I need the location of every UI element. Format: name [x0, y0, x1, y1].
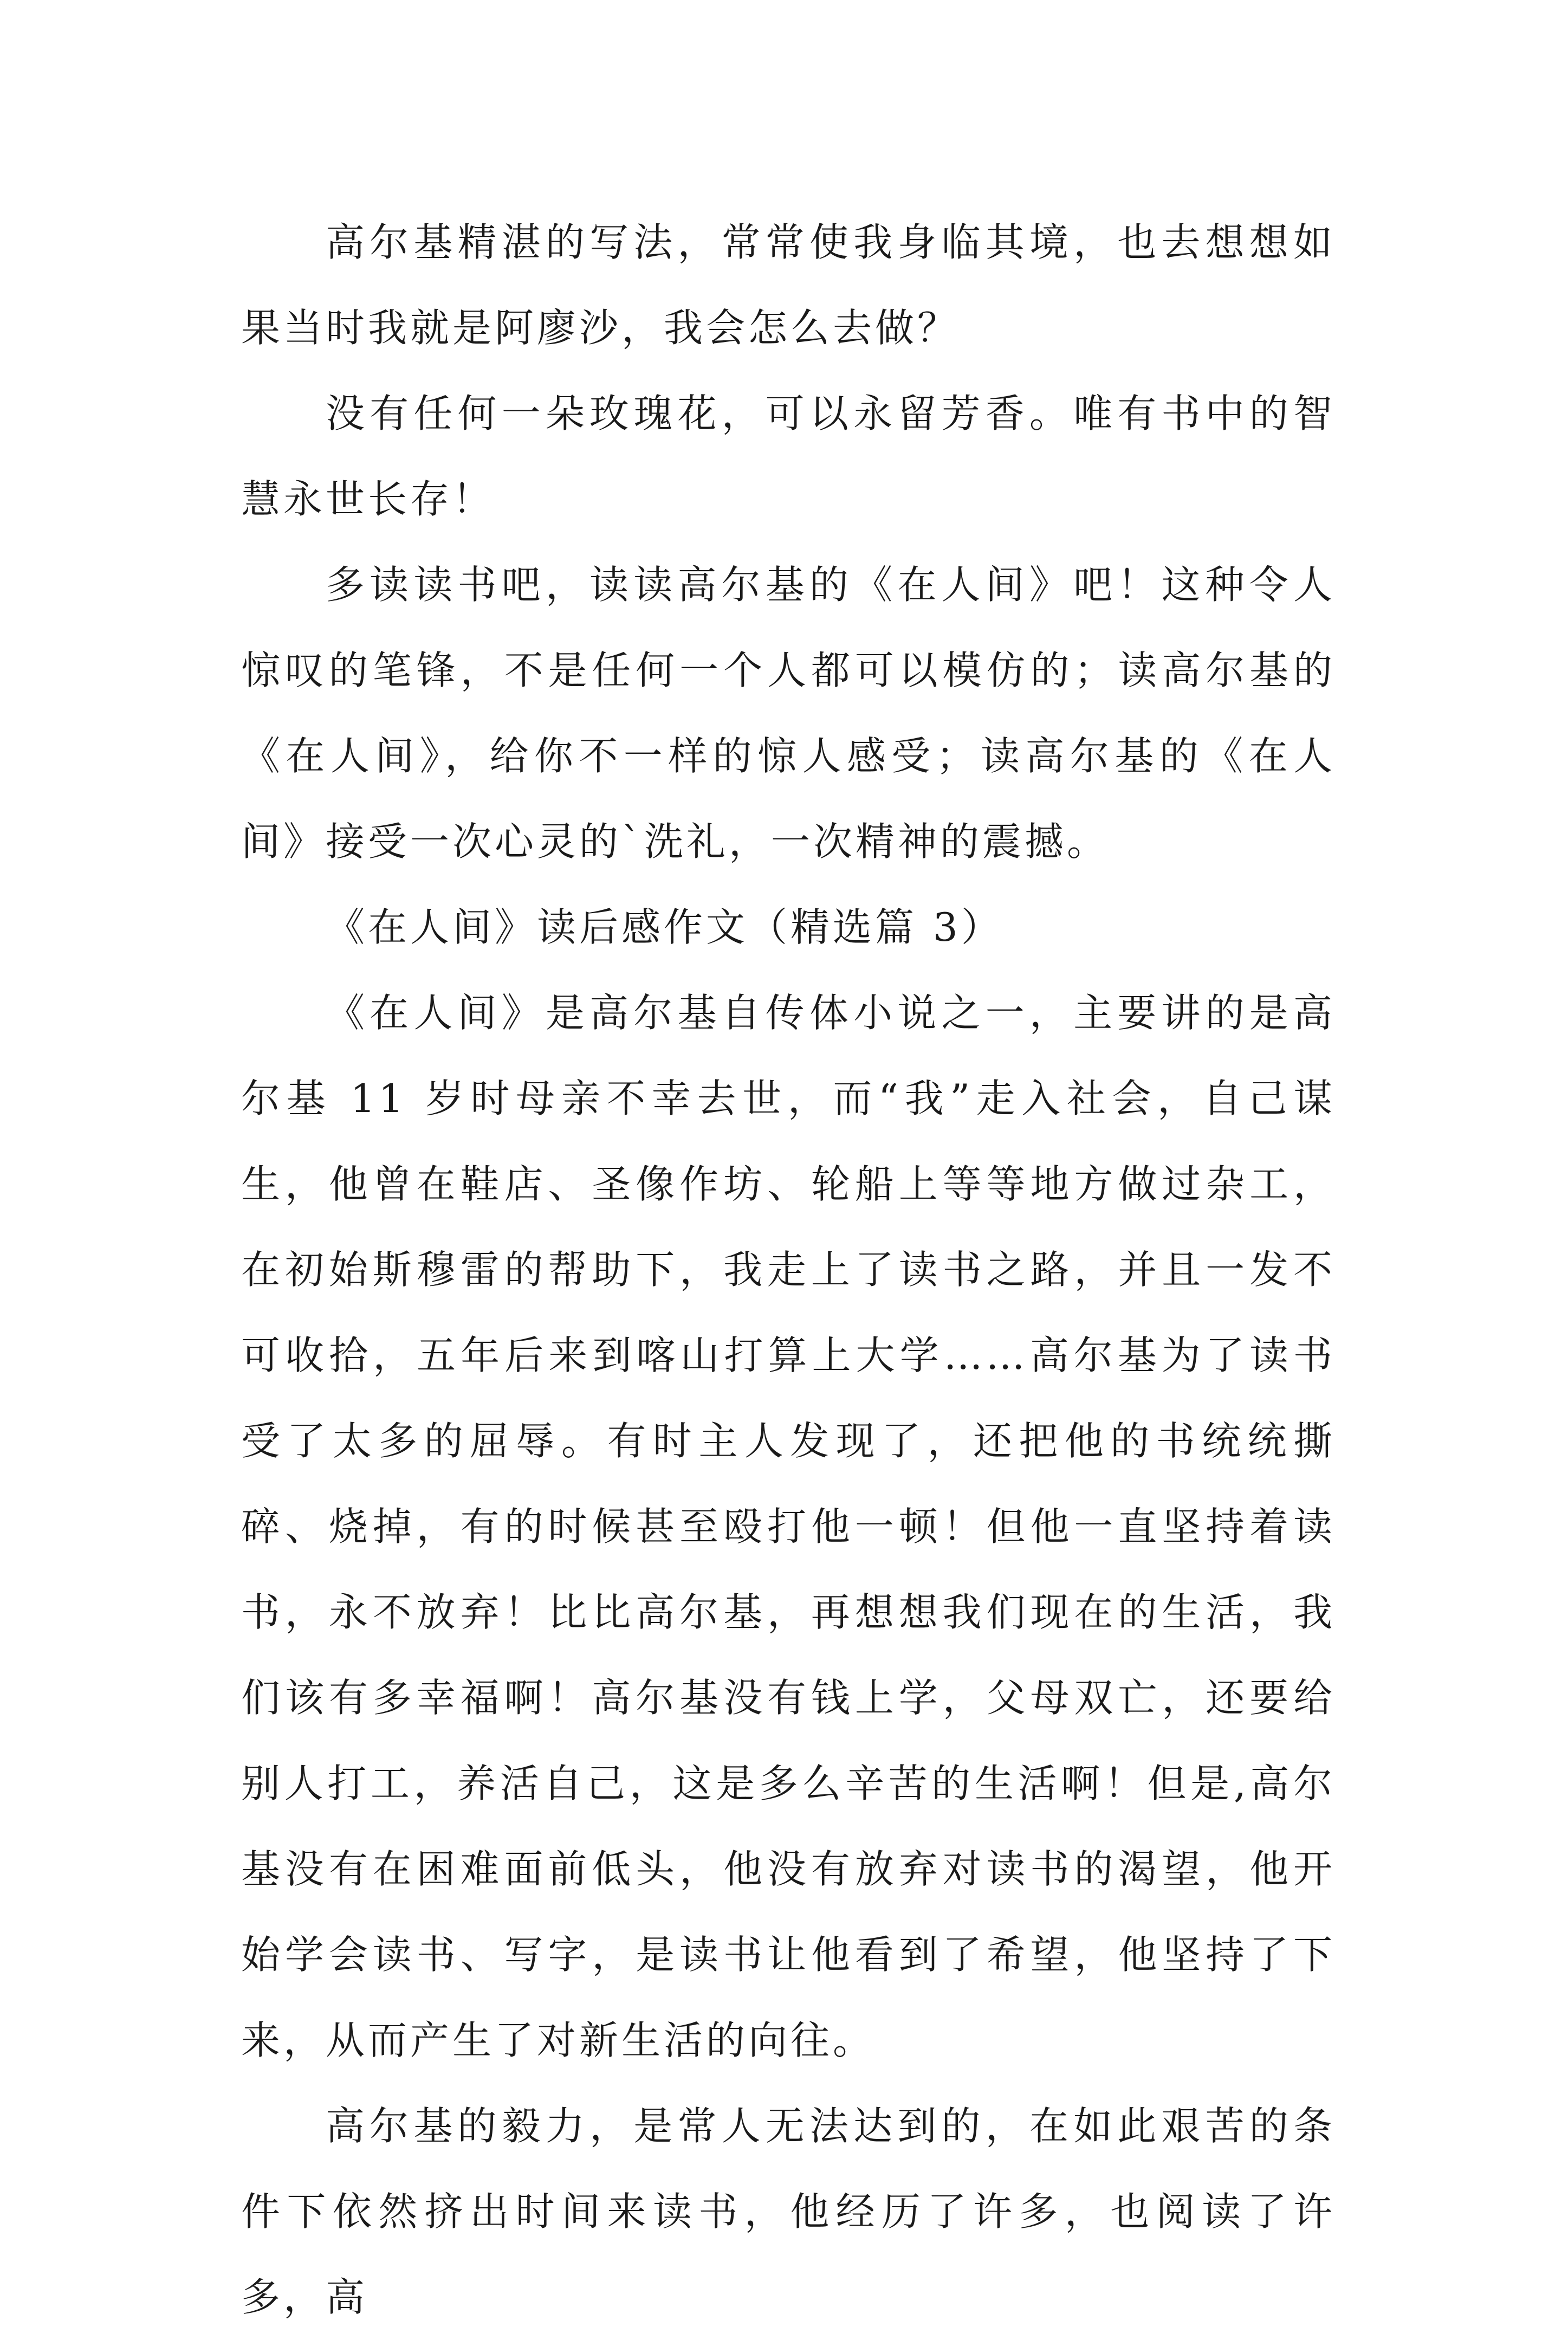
paragraph-4: 《在人间》是高尔基自传体小说之一，主要讲的是高尔基 11 岁时母亲不幸去世，而“我”走入社会，自己谋生，他曾在鞋店、圣像作坊、轮船上等等地方做过杂工，在初始斯穆雷的帮助下，我走上了读书之路，并且一发不可收拾，五年后来到喀山打算上大学……高尔基为了读书受了太多的屈辱。有时主人发现了，还把他的书统统撕碎、烧掉，有的时候甚至殴打他一顿！但他一直坚持着读书，永不放弃！比比高尔基，再想想我们现在的生活，我们该有多幸福啊！高尔基没有钱上学，父母双亡，还要给别人打工，养活自己，这是多么辛苦的生活啊！但是,高尔基没有在困难面前低头，他没有放弃对读书的渴望，他开始学会读书、写字，是读书让他看到了希望，他坚持了下来，从而产生了对新生活的向往。 — [241, 990, 1336, 2063]
body-text — [241, 199, 1336, 2340]
section-heading: 《在人间》读后感作文（精选篇 3） — [326, 904, 1003, 950]
paragraph-5: 高尔基的毅力，是常人无法达到的，在如此艰苦的条件下依然挤出时间来读书，他经历了许多，也阅读了许多，高 — [241, 2103, 1336, 2320]
paragraph-2: 没有任何一朵玫瑰花，可以永留芳香。唯有书中的智慧永世长存！ — [241, 391, 1336, 522]
paragraph-1: 高尔基精湛的写法，常常使我身临其境，也去想想如果当时我就是阿廖沙，我会怎么去做？ — [241, 219, 1336, 351]
paragraph-3: 多读读书吧，读读高尔基的《在人间》吧！这种令人惊叹的笔锋，不是任何一个人都可以模仿的；读高尔基的《在人间》，给你不一样的惊人感受；读高尔基的《在人间》接受一次心灵的`洗礼，一次精神的震撼。 — [241, 562, 1336, 864]
